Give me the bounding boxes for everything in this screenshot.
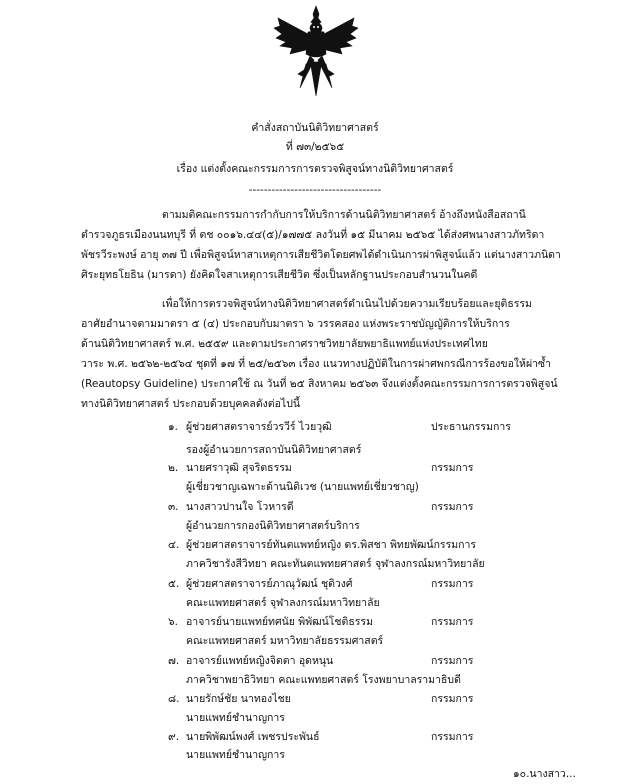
member-number: ๘. — [168, 693, 180, 705]
member-detail: รองผู้อำนวยการสถาบันนิติวิทยาศาสตร์ — [186, 444, 362, 456]
member-number: ๔. — [168, 539, 180, 551]
member-detail: ภาควิชารังสีวิทยา คณะทันตแพทยศาสตร์ จุฬาลงกรณ์มหาวิทยาลัย — [186, 558, 485, 570]
member-name: อาจารย์แพทย์หญิงจิตตา อุดหนุน — [186, 655, 334, 667]
member-number: ๕. — [168, 578, 180, 590]
paragraph1-line: ตามมติคณะกรรมการกำกับการให้บริการด้านนิติวิทยาศาสตร์ อ้างถึงหนังสือสถานี — [162, 209, 526, 221]
member-detail: ภาควิชาพยาธิวิทยา คณะแพทยศาสตร์ โรงพยาบาลรามาธิบดี — [186, 674, 461, 686]
paragraph2-line: อาศัยอำนาจตามมาตรา ๕ (๔) ประกอบกับมาตรา ๖ วรรคสอง แห่งพระราชบัญญัติการให้บริการ — [81, 318, 510, 330]
member-name: นายพิพัฒน์พงศ์ เพชรประพันธ์ — [186, 731, 320, 743]
member-detail: นายแพทย์ชำนาญการ — [186, 712, 285, 724]
member-detail: ผู้อำนวยการกองนิติวิทยาศาสตร์บริการ — [186, 520, 360, 532]
member-name: นายศราวุฒิ สุจริตธรรม — [186, 462, 292, 474]
paragraph2-line: ทางนิติวิทยาศาสตร์ ประกอบด้วยบุคคลดังต่อไปนี้ — [81, 398, 301, 410]
garuda-emblem-icon — [272, 4, 360, 100]
member-detail: นายแพทย์ชำนาญการ — [186, 749, 285, 761]
member-role: กรรมการ — [431, 616, 474, 628]
paragraph1-line: พัชรวีระพงษ์ อายุ ๓๗ ปี เพื่อพิสูจน์หาสาเหตุการเสียชีวิตโดยศพได้ดำเนินการผ่าพิสูจน์แล้ว แต่นางสาวภนิดา — [81, 249, 561, 261]
order-subject: เรื่อง แต่งตั้งคณะกรรมการการตรวจพิสูจน์ทางนิติวิทยาศาสตร์ — [176, 163, 454, 175]
member-role: กรรมการ — [431, 731, 474, 743]
member-role: กรรมการ — [431, 462, 474, 474]
member-name: ผู้ช่วยศาสตราจารย์ภาณุวัฒน์ ชุติวงศ์ — [186, 578, 353, 590]
member-role: กรรมการ — [431, 655, 474, 667]
member-detail: คณะแพทยศาสตร์ มหาวิทยาลัยธรรมศาสตร์ — [186, 635, 384, 647]
paragraph2-line: ด้านนิติวิทยาศาสตร์ พ.ศ. ๒๕๕๙ และตามประกาศราชวิทยาลัยพยาธิแพทย์แห่งประเทศไทย — [81, 338, 488, 350]
member-name: นายรักษ์ชัย นาทองไชย — [186, 693, 291, 705]
member-number: ๗. — [168, 655, 180, 667]
divider-line: ----------------------------------- — [248, 184, 382, 196]
member-name: นางสาวปานใจ โวหารดี — [186, 501, 294, 513]
paragraph1-line: ศิระยุทธโยธิน (มารดา) ยังคิดใจสาเหตุการเสียชีวิต ซึ่งเป็นหลักฐานประกอบสำนวนในคดี — [81, 269, 478, 281]
member-name: อาจารย์นายแพทย์ทศนัย พิพัฒน์โชติธรรม — [186, 616, 373, 628]
member-role: กรรมการ — [431, 578, 474, 590]
member-number: ๒. — [168, 462, 179, 474]
member-name: ผู้ช่วยศาสตราจารย์วรวีร์ ไวยวุฒิ — [186, 421, 332, 433]
member-number: ๓. — [168, 501, 179, 513]
member-detail: ผู้เชี่ยวชาญเฉพาะด้านนิติเวช (นายแพทย์เชี่ยวชาญ) — [186, 481, 419, 493]
member-number: ๙. — [168, 731, 180, 743]
member-name: ผู้ช่วยศาสตราจารย์ทันตแพทย์หญิง ดร.พิสชา พิทยพัฒน์กรรมการ — [186, 539, 477, 551]
member-role: กรรมการ — [431, 693, 474, 705]
order-title: คำสั่งสถาบันนิติวิทยาศาสตร์ — [251, 122, 379, 134]
member-number: ๑. — [168, 421, 179, 433]
paragraph2-line: เพื่อให้การตรวจพิสูจน์ทางนิติวิทยาศาสตร์ดำเนินไปด้วยความเรียบร้อยและยุติธรรม — [162, 298, 532, 310]
member-detail: คณะแพทยศาสตร์ จุฬาลงกรณ์มหาวิทยาลัย — [186, 597, 380, 609]
continuation-note: ๑๐.นางสาว... — [513, 768, 576, 780]
member-number: ๖. — [168, 616, 179, 628]
paragraph2-line: (Reautopsy Guideline) ประกาศใช้ ณ วันที่ ๒๕ สิงหาคม ๒๕๖๓ จึงแต่งตั้งคณะกรรมการการตรวจพิสูจน์ — [81, 378, 558, 390]
paragraph2-line: วาระ พ.ศ. ๒๕๖๒-๒๕๖๔ ชุดที่ ๑๗ ที่ ๒๕/๒๕๖๓ เรื่อง แนวทางปฏิบัติในการผ่าศพกรณีการร้องขอให้ผ่าซ้ำ — [81, 358, 552, 370]
member-role: กรรมการ — [431, 501, 474, 513]
order-number: ที่ ๗๓/๒๕๖๕ — [285, 141, 345, 153]
paragraph1-line: ตำรวจภูธรเมืองนนทบุรี ที่ ตช ๐๐๑๖.๔๔(๕)/๑๗๗๕ ลงวันที่ ๑๕ มีนาคม ๒๕๖๕ ได้ส่งศพนางสาวภัทริดา — [81, 229, 545, 241]
member-role: ประธานกรรมการ — [431, 421, 511, 433]
